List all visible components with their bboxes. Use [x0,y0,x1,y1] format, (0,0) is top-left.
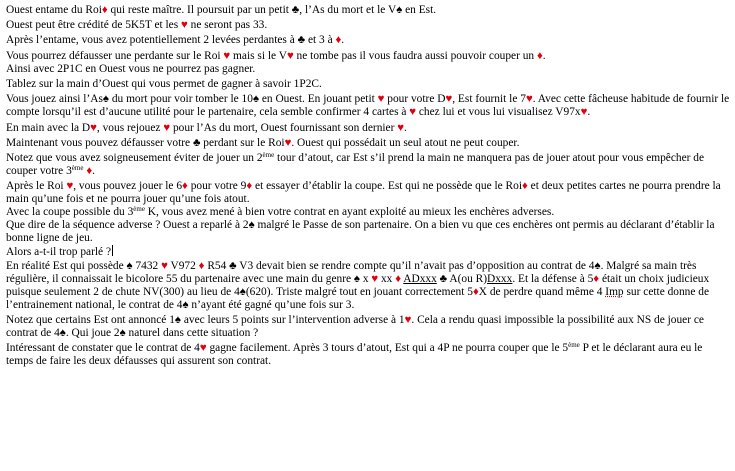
suit-symbol: ♠ [252,93,259,106]
suit-symbol: ♥ [286,49,294,62]
suit-symbol: ♥ [181,19,188,32]
suit-symbol: ♥ [223,49,231,62]
suit-symbol: ♣ [229,259,237,272]
text-run: gagne facilement. Après 3 tours d’atout, Est qui a 4P ne pourra couper que le 5 [206,342,569,355]
text-run: Ouest peut être crédité de 5K5T et les [6,19,182,32]
paragraph [6,342,730,368]
text-run: P et le déclarant aura eu le temps de faire les deux défausses qui assurent son contrat. [6,342,703,368]
paragraph [6,50,730,63]
suit-symbol: ♦ [395,272,402,285]
text-run: Ainsi avec 2P1C en Ouest vous ne pourrez pas gagner. [6,62,256,75]
text-run: . Ouest qui possédait un seul atout ne peut couper. [291,136,520,149]
text-run: , vous pouvez jouer le 6 [73,180,183,193]
suit-symbol: ♥ [66,180,74,193]
paragraph [6,4,730,17]
text-run: Tablez sur la main d’Ouest qui vous permet de gagner à savoir 1P2C. [6,77,322,90]
paragraph [6,260,730,312]
text-run: en Est. [402,4,437,16]
suit-symbol: ♠ [174,313,181,326]
suit-symbol: ♦ [536,49,543,62]
paragraph [6,206,730,219]
suit-symbol: ♣ [291,4,300,16]
suit-symbol: ♦ [86,165,93,178]
paragraph [6,78,730,91]
text-run: . Avec cette fâcheuse habitude de fournir le compte lorsqu’il est d’aucune utilité pour le partenaire, cela semble confirmer 4 cartes à [6,93,730,119]
text-run: , Est fournit le 7 [452,93,526,106]
paragraph [6,63,730,76]
text-run: ADxxx [403,272,437,285]
suit-symbol: ♥ [163,121,171,134]
paragraph [6,34,730,47]
text-run: V3 devait bien se rendre compte qu’il n’avait pas d’opposition au contrat de 4 [236,259,595,272]
text-run: V972 [167,259,199,272]
text-run: chez lui et vous lui visualisez V97x [416,106,581,119]
text-run: n’ayant été gagné qu’une fois sur 3. [188,298,355,311]
text-run: Imp [605,285,624,298]
text-run: A(ou R) [447,272,488,285]
text-run: qui reste maître. Il poursuit par un petit [107,4,292,16]
text-run: ne seront pas 33. [187,19,268,32]
suit-symbol: ♥ [409,106,417,119]
text-run: tour d’atout, car Est s’il prend la main ne manquera pas de jouer atout pour vous empêcher de couper votre 3 [6,151,705,178]
paragraph [6,180,730,206]
text-run: pour l’As du mort, Ouest fournissant son dernier [170,121,398,134]
suit-symbol: ♠ [182,298,189,311]
text-run: Notez que certains Est ont annoncé 1 [6,313,175,326]
text-run: . Malgré sa main très régulière, il connaissait le bicolore 55 du partenaire avec une main du genre [6,259,697,285]
text-run: avec leurs 5 points sur l’intervention adverse à 1 [180,313,405,326]
suit-symbol: ♥ [371,272,379,285]
suit-symbol: ♦ [182,180,188,193]
text-run: x [359,272,372,285]
text-run: ème [262,150,275,159]
text-run: naturel dans cette situation ? [125,326,259,339]
suit-symbol: ♦ [335,34,342,47]
text-run: Dxxx [487,272,513,285]
suit-symbol: ♥ [445,93,453,106]
text-run: était un choix judicieux puisque seulement 2 de chute NV(300) au lieu de 4 [6,272,710,298]
suit-symbol: ♠ [353,272,360,285]
text-run: . Qui joue 2 [65,326,120,339]
text-run: R54 [204,259,230,272]
suit-symbol: ♣ [297,34,306,47]
text-run: et 3 à [305,34,336,47]
text-run: Vous jouez ainsi l’As [6,93,103,106]
text-run: Ouest entame du Roi [6,4,102,16]
text-run: Que dire de la séquence adverse ? Ouest a reparlé à 2 [6,219,249,232]
text-run: . [587,106,591,119]
suit-symbol: ♥ [199,342,207,355]
paragraph [6,219,730,245]
text-run: pour votre 9 [187,180,247,193]
suit-symbol: ♣ [192,136,201,149]
text-run: et deux petites cartes ne pourra prendre la main qu’une fois et ne pourra jouer qu’une fois atout. [6,180,721,206]
text-run: En réalité Est qui possède [6,259,127,272]
suit-symbol: ♠ [102,93,109,106]
suit-symbol: ♠ [239,285,246,298]
paragraph [6,245,730,259]
text-run: . [404,121,407,134]
text-run: En main avec la D [6,121,91,134]
text-run: , l’As du mort et le V [299,4,397,16]
text-run: Après l’entame, vous avez potentiellement 2 levées perdantes à [6,34,298,47]
text-run: Intéressant de constater que le contrat de 4 [6,342,200,355]
suit-symbol: ♦ [101,4,108,16]
text-run: Notez que vous avez soigneusement éviter de jouer un 2 [6,151,263,164]
suit-symbol: ♠ [248,219,255,232]
suit-symbol: ♦ [472,285,479,298]
paragraph [6,19,730,32]
text-run: perdant sur le Roi [200,136,285,149]
paragraph [6,122,730,135]
text-run: en Ouest. En jouant petit [259,93,378,106]
suit-symbol: ♥ [397,121,405,134]
suit-symbol: ♠ [594,259,601,272]
paragraph [6,93,730,119]
text-run: Vous pourrez défausser une perdante sur le Roi [6,49,224,62]
suit-symbol: ♦ [198,259,205,272]
suit-symbol: ♦ [593,272,600,285]
suit-symbol: ♥ [404,313,412,326]
text-run: Après le Roi [6,180,67,193]
paragraph [6,152,730,178]
text-run: . [92,165,95,178]
suit-symbol: ♦ [246,180,253,193]
suit-symbol: ♠ [126,259,133,272]
text-cursor [112,245,114,256]
text-run: pour votre D [384,93,446,106]
text-run: X de perdre quand même 4 [478,285,606,298]
suit-symbol: ♥ [161,259,168,272]
suit-symbol: ♦ [522,180,528,193]
text-run: (620). Triste malgré tout en jouant correctement 5 [245,285,473,298]
paragraph [6,137,730,150]
text-run: K, vous avez mené à bien votre contrat en ayant exploité au mieux les enchères adverses. [144,206,555,219]
text-run: ème [133,205,145,214]
paragraph [6,314,730,340]
text-run: ème [71,164,84,173]
text-run: xx [378,272,396,285]
suit-symbol: ♠ [59,326,66,339]
suit-symbol: ♠ [396,4,403,16]
suit-symbol: ♥ [377,93,385,106]
suit-symbol: ♥ [580,106,588,119]
text-run: ne tombe pas il vous faudra aussi pouvoir couper un [293,49,537,62]
text-run: . Et la défense à 5 [512,272,594,285]
text-run: Avec la coupe possible du 3 [6,206,134,219]
text-run: malgré le Passe de son partenaire. On a bien vu que ces enchères ont permis au déclarant d’établir la bonne ligne de jeu. [6,219,715,245]
suit-symbol: ♣ [439,272,448,285]
text-run: . [542,49,546,62]
suit-symbol: ♥ [284,136,292,149]
text-run: . [341,34,345,47]
text-run: , vous rejouez [96,121,164,134]
suit-symbol: ♥ [90,121,97,134]
text-run: . Cela a rendu quasi impossible la possibilité aux NS de jouer ce contrat de 4 [6,313,704,339]
text-run: mais si le V [230,49,287,62]
text-run: ème [568,341,580,350]
text-run: du mort pour voir tomber le 10 [108,93,253,106]
text-run: et essayer d’établir la coupe. Est qui ne possède que le Roi [252,180,522,193]
text-run: Alors a-t-il trop parlé ? [6,246,112,259]
text-run: sur cette donne de l’entrainement national, le contrat de 4 [6,285,710,311]
text-run: 7432 [132,259,162,272]
text-run: Maintenant vous pouvez défausser votre [6,136,193,149]
suit-symbol: ♠ [119,326,126,339]
suit-symbol: ♥ [525,93,533,106]
